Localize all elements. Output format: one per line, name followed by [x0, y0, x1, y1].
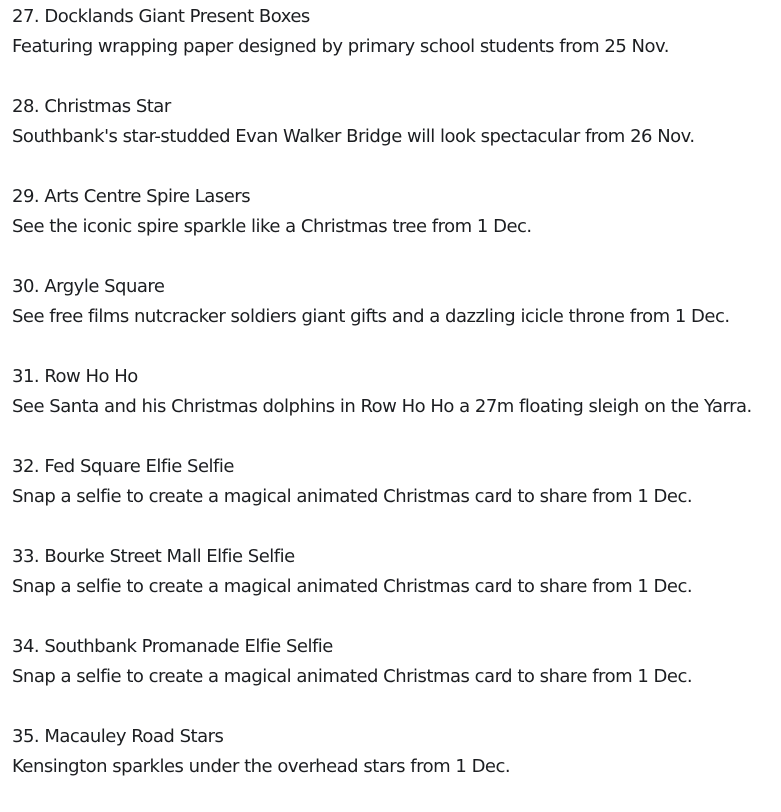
list-item	[12, 542, 781, 632]
entry-description: See free films nutcracker soldiers giant gifts and a dazzling icicle throne from 1 Dec.	[12, 306, 730, 327]
entry-description: Featuring wrapping paper designed by primary school students from 25 Nov.	[12, 36, 669, 57]
entry-description: See the iconic spire sparkle like a Christmas tree from 1 Dec.	[12, 216, 532, 237]
entry-title: 29. Arts Centre Spire Lasers	[12, 186, 251, 207]
list-item	[12, 182, 781, 272]
entry-description: Kensington sparkles under the overhead stars from 1 Dec.	[12, 756, 511, 777]
entry-description: Snap a selfie to create a magical animated Christmas card to share from 1 Dec.	[12, 576, 693, 597]
entry-title: 32. Fed Square Elfie Selfie	[12, 456, 234, 477]
list-item	[12, 452, 781, 542]
list-item	[12, 362, 781, 452]
list-item	[12, 632, 781, 722]
entry-title: 28. Christmas Star	[12, 96, 171, 117]
entry-title: 27. Docklands Giant Present Boxes	[12, 6, 310, 27]
event-list	[12, 2, 781, 812]
entry-description: Snap a selfie to create a magical animated Christmas card to share from 1 Dec.	[12, 666, 693, 687]
entry-title: 31. Row Ho Ho	[12, 366, 138, 387]
entry-description: Southbank's star-studded Evan Walker Bridge will look spectacular from 26 Nov.	[12, 126, 695, 147]
entry-title: 34. Southbank Promanade Elfie Selfie	[12, 636, 333, 657]
entry-description: See Santa and his Christmas dolphins in Row Ho Ho a 27m floating sleigh on the Yarra.	[12, 396, 752, 417]
list-item	[12, 2, 781, 92]
list-item	[12, 272, 781, 362]
entry-title: 30. Argyle Square	[12, 276, 165, 297]
entry-description: Snap a selfie to create a magical animated Christmas card to share from 1 Dec.	[12, 486, 693, 507]
entry-title: 33. Bourke Street Mall Elfie Selfie	[12, 546, 295, 567]
list-item	[12, 92, 781, 182]
entry-title: 35. Macauley Road Stars	[12, 726, 224, 747]
